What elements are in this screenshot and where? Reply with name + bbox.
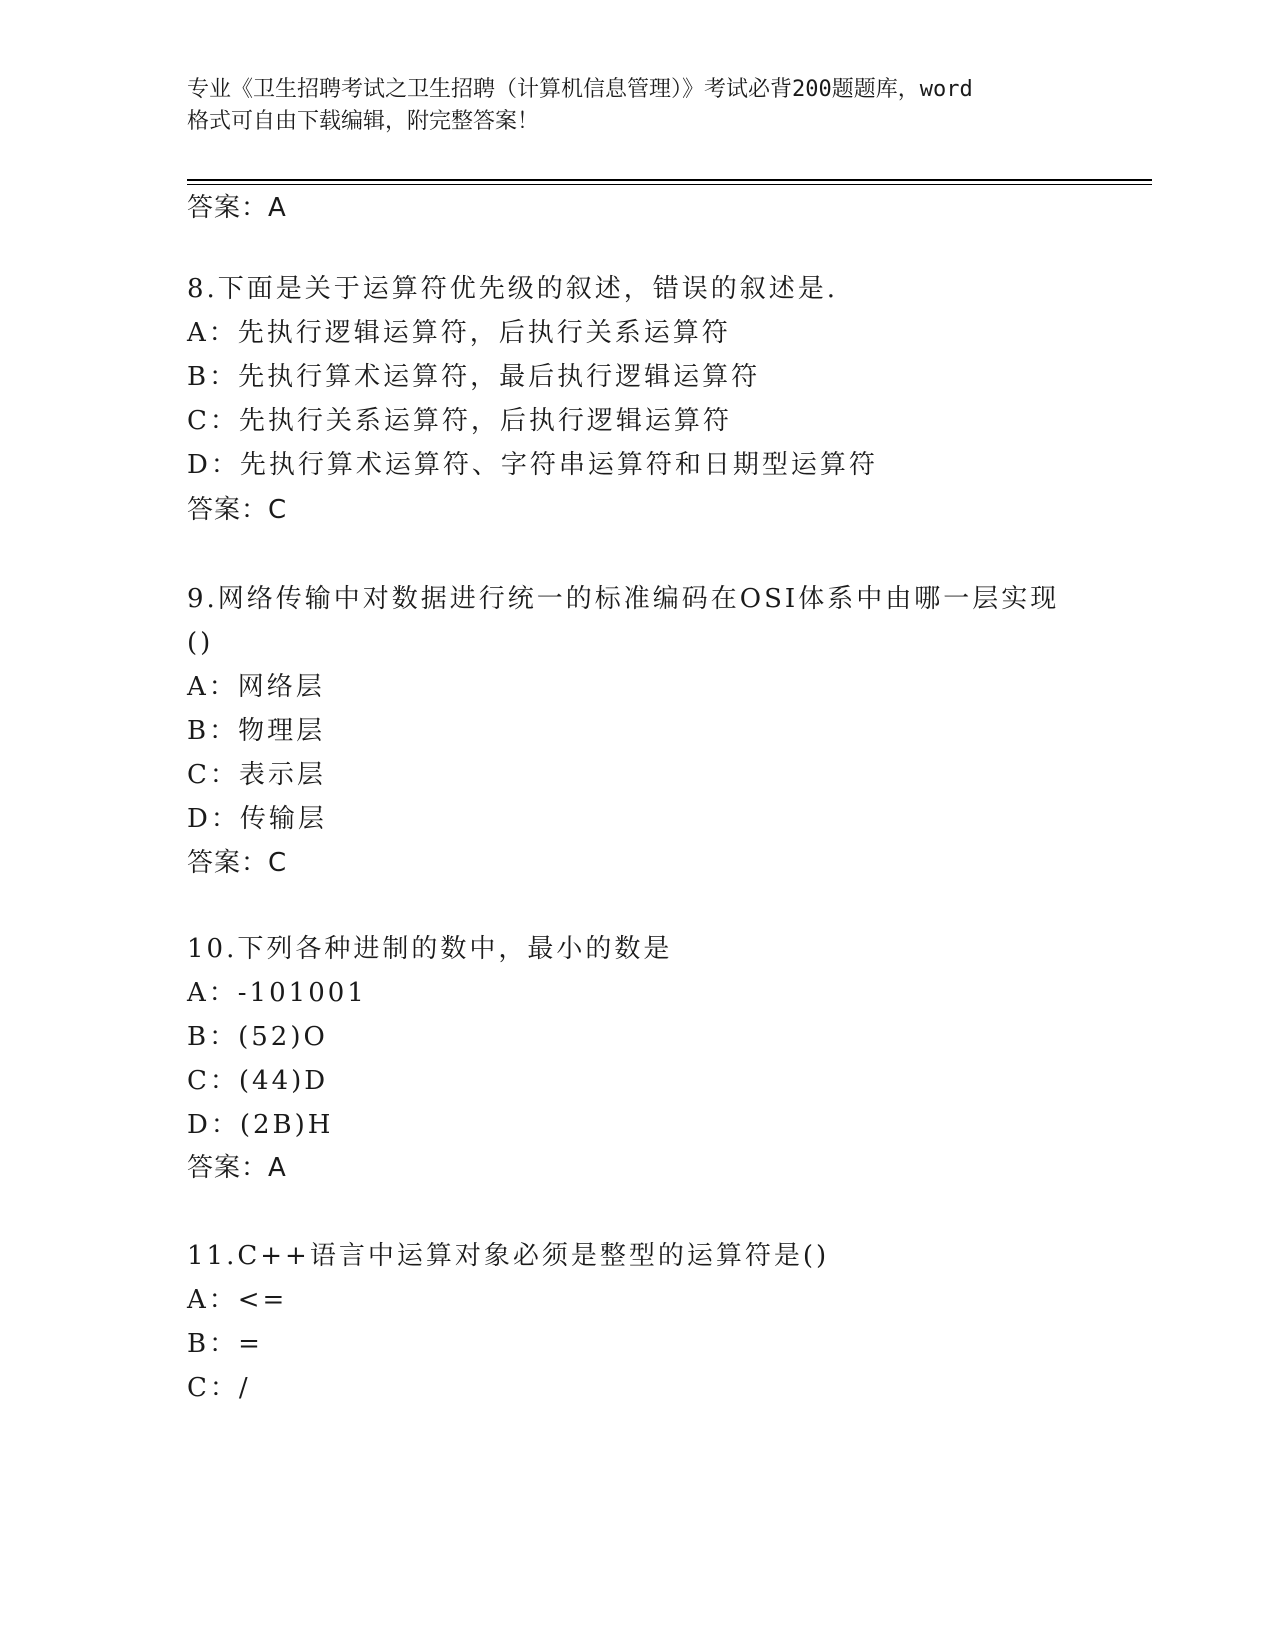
document-header <box>187 74 1087 138</box>
question-8-option-d: D：先执行算术运算符、字符串运算符和日期型运算符 <box>187 450 878 480</box>
question-9-option-a: A：网络层 <box>187 672 325 702</box>
question-8-option-a: A：先执行逻辑运算符，后执行关系运算符 <box>187 318 731 348</box>
question-8-option-c: C：先执行关系运算符，后执行逻辑运算符 <box>187 406 732 436</box>
question-8-stem: 8.下面是关于运算符优先级的叙述，错误的叙述是. <box>187 274 839 304</box>
question-9-option-b: B：物理层 <box>187 716 326 746</box>
header-rule-thin <box>187 184 1152 185</box>
header-line-1: 专业《卫生招聘考试之卫生招聘（计算机信息管理）》考试必背200题题库，word <box>187 77 973 102</box>
question-9-stem-cont: () <box>187 628 214 658</box>
answer-q7: 答案：A <box>187 193 287 223</box>
question-10-option-a: A：-101001 <box>187 978 367 1008</box>
question-10-option-b: B：(52)O <box>187 1022 328 1052</box>
question-10-stem: 10.下列各种进制的数中，最小的数是 <box>187 934 673 964</box>
header-line-2: 格式可自由下载编辑，附完整答案！ <box>187 109 540 134</box>
question-9-stem: 9.网络传输中对数据进行统一的标准编码在OSI体系中由哪一层实现 <box>187 584 1060 614</box>
question-10-option-d: D：(2B)H <box>187 1110 334 1140</box>
question-8-option-b: B：先执行算术运算符，最后执行逻辑运算符 <box>187 362 761 392</box>
question-9-option-c: C：表示层 <box>187 760 326 790</box>
question-9-option-d: D：传输层 <box>187 804 327 834</box>
question-11-option-b: B：= <box>187 1329 263 1359</box>
question-11-stem: 11.C++语言中运算对象必须是整型的运算符是() <box>187 1241 830 1271</box>
answer-q8: 答案：C <box>187 495 288 525</box>
answer-q9: 答案：C <box>187 848 288 878</box>
question-11-option-c: C：/ <box>187 1373 251 1403</box>
header-rule-thick <box>187 179 1152 181</box>
answer-q10: 答案：A <box>187 1153 287 1183</box>
question-10-option-c: C：(44)D <box>187 1066 329 1096</box>
question-11-option-a: A：<= <box>187 1285 288 1315</box>
